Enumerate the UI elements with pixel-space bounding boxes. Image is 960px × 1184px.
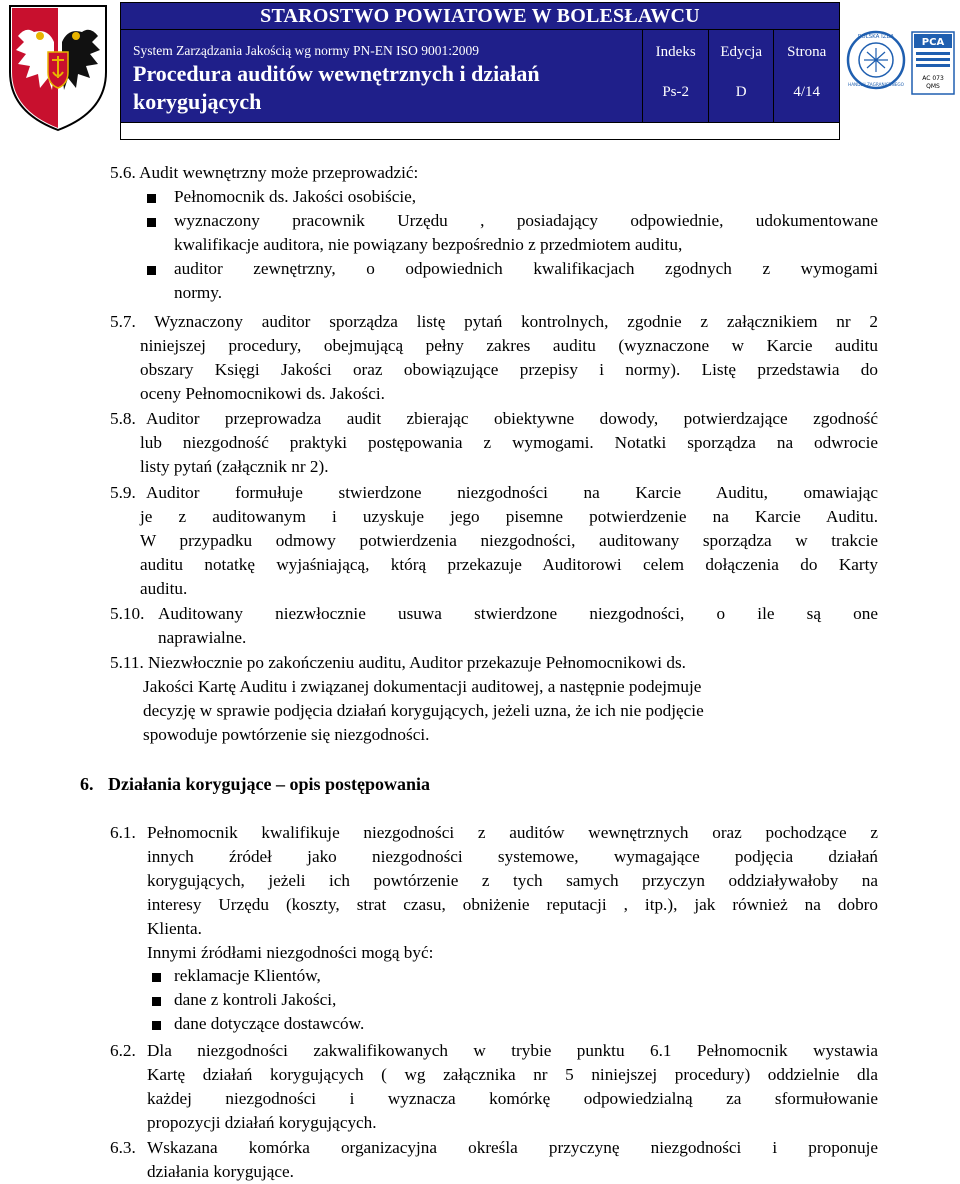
section-6-number: 6. [80,774,94,794]
s58-line2: lub niezgodność praktyki postępowania z wymogami. Notatki sporządza na odwrocie [140,433,878,452]
header-table [120,2,840,140]
document-header [0,0,960,140]
procedure-title-line1: Procedura auditów wewnętrznych i działań [133,60,540,86]
s510-line2: naprawialne. [158,628,247,647]
s510-number: 5.10. [110,604,145,623]
edition-value: D [735,84,747,100]
bullet-square-icon [152,1021,161,1030]
s61-line6: Innymi źródłami niezgodności mogą być: [147,943,434,962]
bullet-square-icon [152,997,161,1006]
s61-bullet-2: dane z kontroli Jakości, [174,990,337,1009]
s56-bullet-3-line2: normy. [174,283,223,302]
s58-line1: Auditor przeprowadza audit zbierając obiektywne dowody, potwierdzające zgodność [146,409,878,428]
quality-system-line: System Zarządzania Jakością wg normy PN-EN ISO 9001:2009 [133,42,480,58]
s62-line1: Dla niezgodności zakwalifikowanych w trybie punktu 6.1 Pełnomocnik wystawia [147,1041,878,1060]
edition-label: Edycja [720,44,763,60]
logo-text-ac: AC 073 [922,75,944,82]
s511-line3: decyzję w sprawie podjęcia działań korygujących, jeżeli uzna, że ich nie podjęcie [143,701,704,720]
page-cell [774,30,840,123]
s57-line1: 5.7. Wyznaczony auditor sporządza listę pytań kontrolnych, zgodnie z załącznikiem nr 2 [110,312,878,331]
s61-line2: innych źródeł jako niezgodności systemowe, wymagające podjęcia działań [147,847,878,866]
page-label: Strona [787,44,827,60]
bullet-square-icon [147,218,156,227]
s511-line1: 5.11. Niezwłocznie po zakończeniu auditu, Auditor przekazuje Pełnomocnikowi ds. [110,653,686,672]
s59-line4: auditu notatkę wyjaśniającą, którą przekazuje Auditorowi celem dołączenia do Karty [140,555,878,574]
logo-text-pca: PCA [921,37,945,48]
bullet-square-icon [147,194,156,203]
section-6-heading: Działania korygujące – opis postępowania [108,774,431,794]
header-spacer-row [121,123,840,140]
s57-line3: obszary Księgi Jakości oraz obowiązujące przepisy i normy). Listę przedstawia do [140,360,878,379]
s59-line3: W przypadku odmowy potwierdzenia niezgodności, auditowany sporządza w trakcie [140,531,878,550]
s56-bullet-1: Pełnomocnik ds. Jakości osobiście, [174,187,417,206]
s511-line4: spowoduje powtórzenie się niezgodności. [143,725,430,744]
s56-bullet-3-line1: auditor zewnętrzny, o odpowiednich kwalifikacjach zgodnych z wymogami [174,259,878,278]
s63-line1: Wskazana komórka organizacyjna określa przyczynę niezgodności i proponuje [147,1138,878,1157]
s58-line3: listy pytań (załącznik nr 2). [140,457,329,476]
certification-logos-icon [846,24,958,106]
s61-line1: Pełnomocnik kwalifikuje niezgodności z auditów wewnętrznych oraz pochodzące z [147,823,878,842]
index-cell [643,30,709,123]
s62-line4: propozycji działań korygujących. [147,1113,377,1132]
section-5-6-title: 5.6. Audit wewnętrzny może przeprowadzić: [110,163,419,182]
s59-line5: auditu. [140,579,188,598]
s62-line2: Kartę działań korygujących ( wg załącznika nr 5 niniejszej procedury) oddzielnie dla [147,1065,878,1084]
bullet-square-icon [152,973,161,982]
s63-line2: działania korygujące. [147,1162,294,1181]
coat-of-arms-icon [4,2,112,132]
s61-bullet-1: reklamacje Klientów, [174,966,321,985]
s61-line3: korygujących, jeżeli ich powtórzenie z tych samych przyczyn oddziaływałoby na [147,871,878,890]
s61-line4: interesy Urzędu (koszty, strat czasu, obniżenie reputacji , itp.), jak również na dobro [147,895,878,914]
s56-bullet-2-line2: kwalifikacje auditora, nie powiązany bezpośrednio z przedmiotem auditu, [174,235,683,254]
index-label: Indeks [655,44,696,60]
s511-line2: Jakości Kartę Auditu i związanej dokumentacji auditowej, a następnie podejmuje [143,677,702,696]
logo-text-qms: QMS [926,83,940,90]
page-value: 4/14 [793,84,821,100]
s61-number: 6.1. [110,823,136,842]
s62-number: 6.2. [110,1041,136,1060]
s56-bullet-2-line1: wyznaczony pracownik Urzędu , posiadający odpowiednie, udokumentowane [174,211,878,230]
s61-line5: Klienta. [147,919,202,938]
s57-line4: oceny Pełnomocnikowi ds. Jakości. [140,384,385,403]
procedure-cell [121,30,643,123]
logo-text-trade: HANDLU ZAGRANICZNEGO [848,82,904,87]
s61-bullet-3: dane dotyczące dostawców. [174,1014,365,1033]
s63-number: 6.3. [110,1138,136,1157]
bullet-square-icon [147,266,156,275]
edition-cell [708,30,774,123]
procedure-title-line2: korygujących [133,88,262,114]
s62-line3: każdej niezgodności i wyznacza komórkę odpowiedzialną za sformułowanie [147,1089,878,1108]
institution-name: STAROSTWO POWIATOWE W BOLESŁAWCU [121,3,840,30]
s59-line2: je z auditowanym i uzyskuje jego pisemne potwierdzenie na Karcie Auditu. [140,507,878,526]
s510-line1: Auditowany niezwłocznie usuwa stwierdzone niezgodności, o ile są one [158,604,878,623]
s59-number: 5.9. [110,483,136,502]
s59-line1: Auditor formułuje stwierdzone niezgodności na Karcie Auditu, omawiając [146,483,878,502]
logo-text-chamber: POLSKA IZBA [857,34,895,40]
index-value: Ps-2 [662,84,690,100]
s57-line2: niniejszej procedury, obejmującą pełny zakres auditu (wyznaczone w Karcie auditu [140,336,878,355]
s58-number: 5.8. [110,409,136,428]
